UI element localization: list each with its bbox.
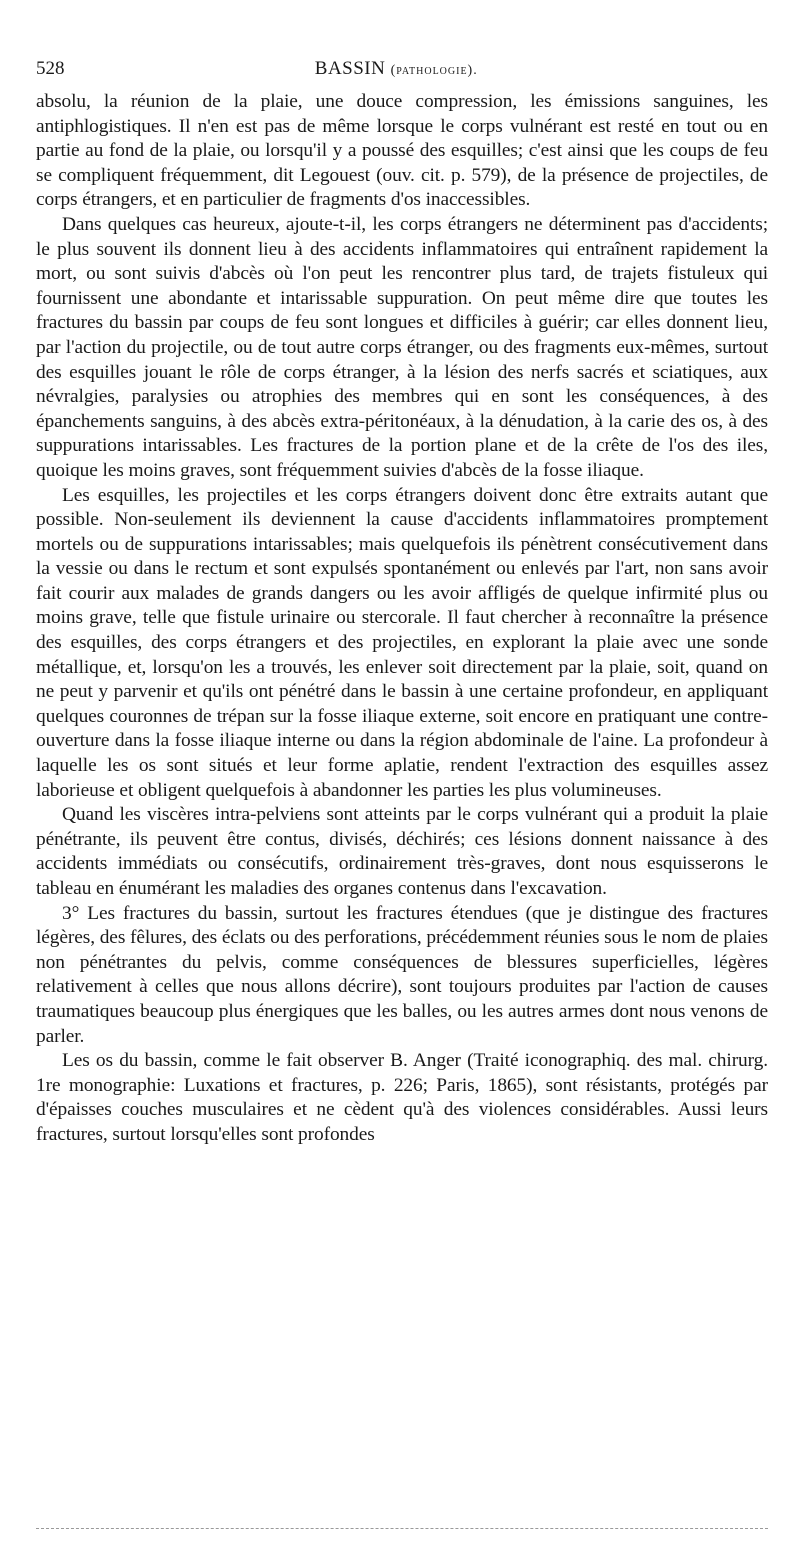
paragraph-5: 3° Les fractures du bassin, surtout les fractures étendues (que je distingue des fractures légères, des fêlures, des éclats ou des perforations, précédemment réunies sous le nom de plaies non pénétrantes du pelvis, comme conséquences de blessures superficielles, légères relativement à celles que nous allons décrire), sont toujours produites par l'action de causes traumatiques beaucoup plus énergiques que les balles, ou les autres armes dont nous venons de parler.	[36, 902, 768, 1047]
paragraph-1: absolu, la réunion de la plaie, une douce compression, les émissions sanguines, les antiphlogistiques. Il n'en est pas de même lorsque le corps vulnérant est resté en tout ou en partie au fond de la plaie, ou lorsqu'il y a poussé des esquilles; c'est ainsi que les coups de feu se compliquent fréquemment, dit Legouest (ouv. cit. p. 579), de la présence de projectiles, de corps étrangers, et en particulier de fragments d'os inaccessibles.	[36, 91, 768, 211]
running-title	[65, 56, 769, 84]
paragraph-2: Dans quelques cas heureux, ajoute-t-il, les corps étrangers ne déterminent pas d'accidents; le plus souvent ils donnent lieu à des accidents inflammatoires qui entraînent rapidement la mort, ou sont suivis d'abcès où l'on peut les rencontrer plus tard, de trajets fistuleux qui fournissent une abondante et intarissable suppuration. On peut même dire que toutes les fractures du bassin par coups de feu sont longues et difficiles à guérir; car elles donnent lieu, par l'action du projectile, ou de tout autre corps étranger, ou des fragments eux-mêmes, surtout des esquilles jouant le rôle de corps étranger, à la lésion des nerfs sacrés et sciatiques, aux névralgies, paralysies ou atrophies des membres qui en sont les conséquences, à des épanchements sanguins, à des abcès extra-péritonéaux, à la dénudation, à la carie des os, à des suppurations intarissables. Les fractures de la portion plane et de la crête de l'os des iles, quoique les moins graves, sont fréquemment suivies d'abcès de la fosse iliaque.	[36, 213, 768, 481]
paragraph-3: Les esquilles, les projectiles et les corps étrangers doivent donc être extraits autant que possible. Non-seulement ils deviennent la cause d'accidents inflammatoires promptement mortels ou de suppurations intarissables; mais quelquefois ils pénètrent consécutivement dans la vessie ou dans le rectum et sont expulsés spontanément ou enlevés par l'art, non sans avoir fait courir aux malades de grands dangers ou les avoir affligés de quelque infirmité plus ou moins grave, telle que fistule urinaire ou stercorale. Il faut chercher à reconnaître la présence des esquilles, des corps étrangers et des projectiles, en explorant la plaie avec une sonde métallique, et, lorsqu'on les a trouvés, les enlever soit directement par la plaie, soit, quand on ne peut y parvenir et qu'ils ont pénétré dans le bassin à une certaine profondeur, en appliquant quelques couronnes de trépan sur la fosse iliaque externe, soit encore en pratiquant une contre-ouverture dans la fosse iliaque interne ou dans la région abdominale de l'aine. La profondeur à laquelle les os sont situés et leur forme aplatie, rendent l'extraction des esquilles assez laborieuse et obligent quelquefois à abandonner les parties les plus volumineuses.	[36, 484, 768, 801]
document-page	[36, 56, 768, 1148]
running-header	[36, 56, 768, 84]
page-number: 528	[36, 58, 65, 79]
footer-rule	[36, 1528, 768, 1529]
running-title-main: BASSIN	[314, 58, 386, 79]
paragraph-6: Les os du bassin, comme le fait observer B. Anger (Traité iconographiq. des mal. chirurg. 1re monographie: Luxations et fractures, p. 226; Paris, 1865), sont résistants, protégés par d'épaisses couches musculaires et ne cèdent qu'à des violences considérables. Aussi leurs fractures, surtout lorsqu'elles sont profondes	[36, 1050, 768, 1145]
running-title-sub: (pathologie).	[390, 63, 478, 78]
paragraph-4: Quand les viscères intra-pelviens sont atteints par le corps vulnérant qui a produit la plaie pénétrante, ils peuvent être contus, divisés, déchirés; ces lésions donnent naissance à des accidents immédiats ou consécutifs, ordinairement très-graves, dont nous esquisserons le tableau en énumérant les maladies des organes contenus dans l'excavation.	[36, 804, 768, 899]
